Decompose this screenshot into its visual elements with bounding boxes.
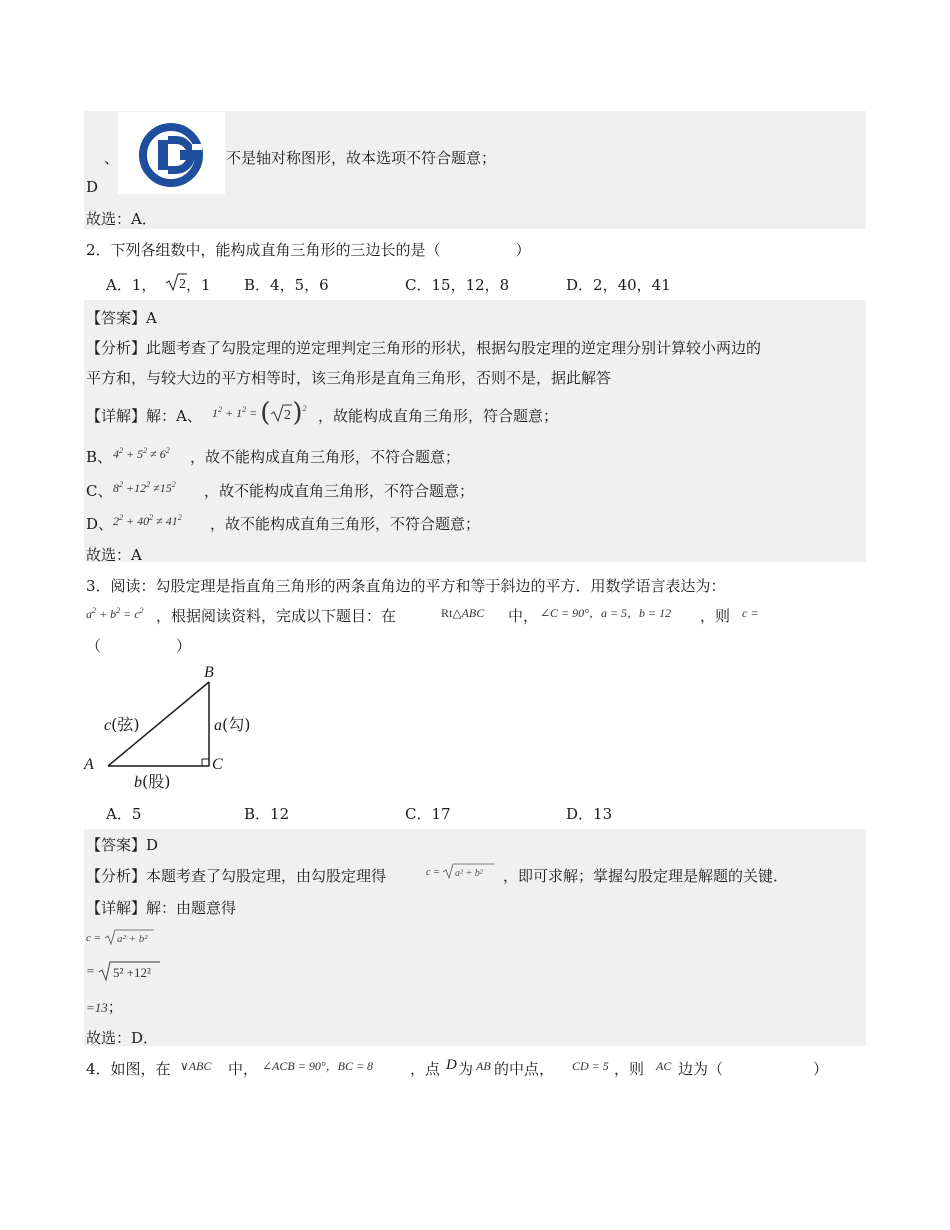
q2-option-a-2: ，1: [186, 276, 211, 294]
q2-stem: 2．下列各组数中，能构成直角三角形的三边长的是（ ）: [86, 241, 531, 259]
q2-option-a-1: A．1，: [106, 276, 157, 294]
vertex-a-label: A: [84, 756, 94, 773]
svg-text:5² +12²: 5² +12²: [113, 965, 151, 980]
q3-detail: 【详解】解：由题意得: [86, 899, 237, 917]
vertex-c-label: C: [212, 756, 223, 773]
sqrt-icon: [98, 960, 160, 982]
q3-analysis-formula: c = a² + b²: [426, 861, 494, 880]
q4-stem-a: 4．如图，在: [86, 1060, 171, 1078]
svg-text:2: 2: [284, 408, 292, 423]
q3-formula-angle: ∠C = 90°，a = 5，b = 12: [540, 606, 672, 620]
q2-option-c: C．15，12，8: [405, 276, 510, 294]
q2-line-c: ，故不能构成直角三角形，不符合题意；: [204, 482, 475, 500]
q3-conclusion: 故选：D．: [86, 1029, 159, 1047]
sqrt-icon: [442, 862, 494, 880]
q4-stem-d: 为: [458, 1060, 474, 1078]
q2-option-a-sqrt: [165, 272, 187, 296]
q4-stem-g: 边为（ ）: [678, 1060, 829, 1078]
block1-label-d: D: [86, 178, 99, 196]
q3-stem-1: 3．阅读：勾股定理是指直角三角形的两条直角边的平方和等于斜边的平方．用数学语言表达为：: [86, 577, 726, 595]
q4-stem-e: 的中点，: [494, 1060, 555, 1078]
q2-label-c: C、: [86, 482, 113, 500]
q4-stem-c: ，点: [410, 1060, 441, 1078]
svg-text:a² + b²: a² + b²: [116, 933, 148, 945]
side-a-label: a(勾): [214, 715, 251, 734]
subway-logo-icon: [118, 112, 225, 194]
q2-analysis-1: 【分析】此题考查了勾股定理的逆定理判定三角形的形状，根据勾股定理的逆定理分别计算较小两边的: [86, 339, 762, 357]
block1-prefix: 、: [104, 149, 120, 167]
svg-text:2: 2: [179, 277, 186, 292]
q4-formula-ac: AC: [656, 1059, 672, 1073]
vertex-b-label: B: [204, 664, 214, 681]
q2-detail-formula: $1^2 + 1^2$ = ( 2 )$^2$: [212, 398, 307, 428]
q2-line-d: ，故不能构成直角三角形，不符合题意；: [210, 515, 481, 533]
q3-formula-rt: Rt△ABC: [441, 606, 485, 620]
q4-stem-b: 中，: [228, 1060, 259, 1078]
q3-step-2: = 5² +12²: [86, 960, 160, 982]
q4-formula-angle: ∠ACB = 90°，BC = 8: [262, 1059, 374, 1073]
q2-formula-b: $4^2 + 5^2 \ne 6^2$: [113, 446, 170, 461]
q3-option-b: B．12: [244, 805, 290, 823]
q3-formula-1: $a^2 + b^2 = c^2$: [86, 606, 144, 621]
q2-formula-c: $8^2 +12^2 \ne 15^2$: [113, 480, 176, 495]
side-b-label: b(股): [134, 772, 171, 791]
q3-analysis-b: ，即可求解；掌握勾股定理是解题的关键．: [503, 867, 789, 885]
svg-text:a² + b²: a² + b²: [455, 868, 483, 879]
q3-step-1: c = a² + b²: [86, 927, 154, 946]
q3-stem-2a: ，根据阅读资料，完成以下题目：在: [156, 607, 397, 625]
sqrt-2-icon: [165, 272, 187, 292]
q4-formula-triangle: ∨ABC: [180, 1059, 212, 1073]
sqrt-icon: [104, 928, 154, 946]
q3-option-a: A．5: [106, 805, 142, 823]
q3-analysis-a: 【分析】本题考查了勾股定理，由勾股定理得: [86, 867, 387, 885]
q2-detail-suffix: ，故能构成直角三角形，符合题意；: [318, 407, 559, 425]
q3-option-d: D．13: [566, 805, 613, 823]
block1-conclusion: 故选：A．: [86, 210, 157, 228]
sqrt-2-icon: [270, 403, 292, 423]
q2-option-b: B．4，5，6: [244, 276, 329, 294]
side-c-label: c(弦): [104, 715, 140, 734]
q2-label-d: D、: [86, 515, 114, 533]
block1-text: 不是轴对称图形，故本选项不符合题意；: [226, 149, 497, 167]
q2-formula-d: $2^2 + 40^2 \ne 41^2$: [113, 513, 182, 528]
q4-point-d: D: [446, 1057, 457, 1073]
q4-stem-f: ，则: [614, 1060, 645, 1078]
q2-option-d: D．2，40，41: [566, 276, 671, 294]
q3-option-c: C．17: [405, 805, 451, 823]
q3-formula-c: c =: [742, 606, 759, 620]
q3-step-3: =13；: [86, 998, 123, 1016]
q3-stem-2b: 中，: [508, 607, 539, 625]
q3-answer: 【答案】D: [86, 836, 159, 854]
q2-label-b: B、: [86, 448, 113, 466]
beijing-subway-logo: [118, 112, 225, 194]
q2-conclusion: 故选：A: [86, 546, 142, 564]
q3-stem-3: （ ）: [86, 637, 192, 655]
q3-stem-2c: ，则: [700, 607, 731, 625]
q2-analysis-2: 平方和，与较大边的平方相等时，该三角形是直角三角形，否则不是，据此解答: [86, 369, 612, 387]
q2-detail-prefix: 【详解】解：A、: [86, 407, 202, 425]
q4-formula-ab: AB: [476, 1059, 491, 1073]
q2-line-b: ，故不能构成直角三角形，不符合题意；: [190, 448, 461, 466]
q2-answer: 【答案】A: [86, 309, 157, 327]
q4-formula-cd: CD = 5: [572, 1059, 609, 1073]
